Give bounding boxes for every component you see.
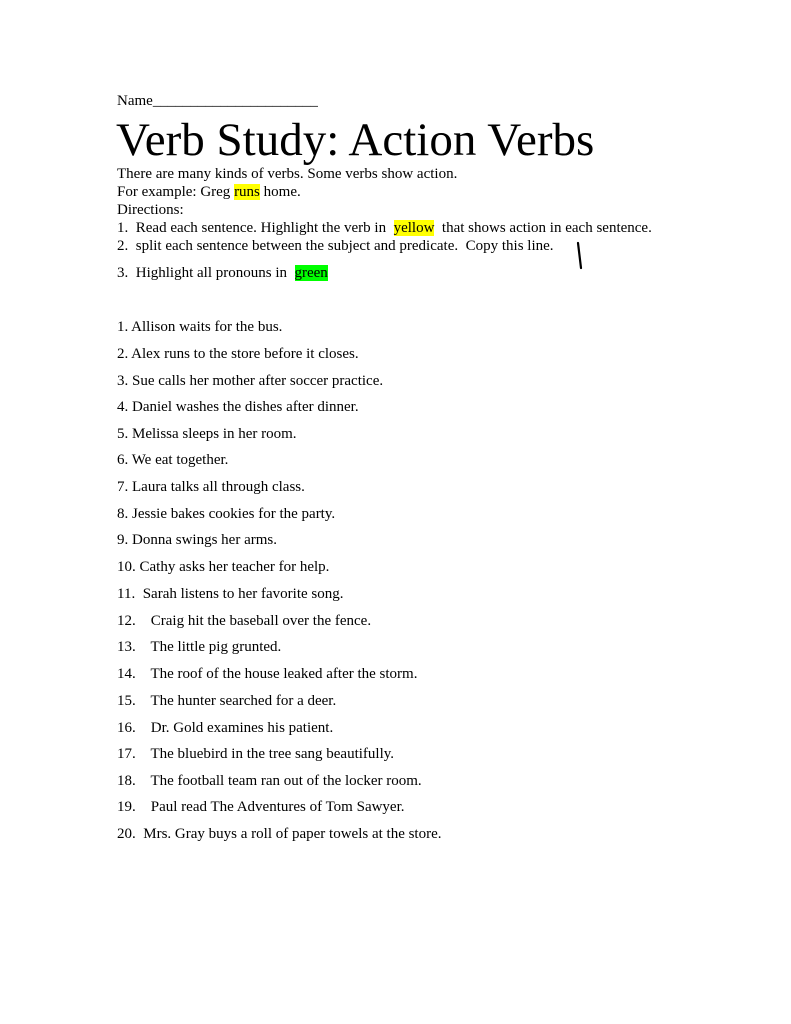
sentence-item: 9. Donna swings her arms. [117,532,277,548]
example-prefix: For example: Greg [117,184,235,200]
example-suffix: home. [259,184,301,200]
sentence-item: 7. Laura talks all through class. [117,479,305,495]
name-field [117,93,318,110]
sentence-item: 1. Allison waits for the bus. [117,319,283,335]
page-title: Verb Study: Action Verbs [116,114,595,166]
name-label: Name [117,93,153,109]
direction-1 [117,219,652,237]
sentence-item: 10. Cathy asks her teacher for help. [117,559,330,575]
split-line-mark [576,241,586,271]
sentence-item: 13. The little pig grunted. [117,639,282,655]
direction-3-prefix: 3. Highlight all pronouns in [117,265,295,281]
sentence-item: 6. We eat together. [117,452,229,468]
direction-2: 2. split each sentence between the subject and predicate. Copy this line. [117,238,554,254]
example-verb-highlight: runs [234,184,260,200]
sentence-item: 18. The football team ran out of the locker room. [117,773,422,789]
sentence-item: 3. Sue calls her mother after soccer practice. [117,373,384,389]
sentence-item: 2. Alex runs to the store before it closes. [117,346,359,362]
sentence-item: 4. Daniel washes the dishes after dinner. [117,399,359,415]
sentence-item: 12. Craig hit the baseball over the fence. [117,613,372,629]
sentence-item: 16. Dr. Gold examines his patient. [117,720,334,736]
green-highlight-word: green [294,265,328,281]
sentence-item: 20. Mrs. Gray buys a roll of paper towels at the store. [117,826,442,842]
sentence-item: 15. The hunter searched for a deer. [117,693,337,709]
direction-1-prefix: 1. Read each sentence. Highlight the verb in [117,220,394,236]
sentence-item: 5. Melissa sleeps in her room. [117,426,297,442]
direction-1-suffix: that shows action in each sentence. [434,220,652,236]
intro-line: There are many kinds of verbs. Some verbs show action. [117,166,458,182]
sentence-item: 14. The roof of the house leaked after the storm. [117,666,418,682]
directions-label: Directions: [117,202,184,218]
sentence-item: 17. The bluebird in the tree sang beautifully. [117,746,395,762]
sentence-item: 19. Paul read The Adventures of Tom Sawyer. [117,799,405,815]
sentence-item: 11. Sarah listens to her favorite song. [117,586,344,602]
example-line [117,183,301,201]
yellow-highlight-word: yellow [393,220,435,236]
sentence-item: 8. Jessie bakes cookies for the party. [117,506,336,522]
name-blank: ______________________ [152,93,318,109]
direction-3 [117,264,328,282]
